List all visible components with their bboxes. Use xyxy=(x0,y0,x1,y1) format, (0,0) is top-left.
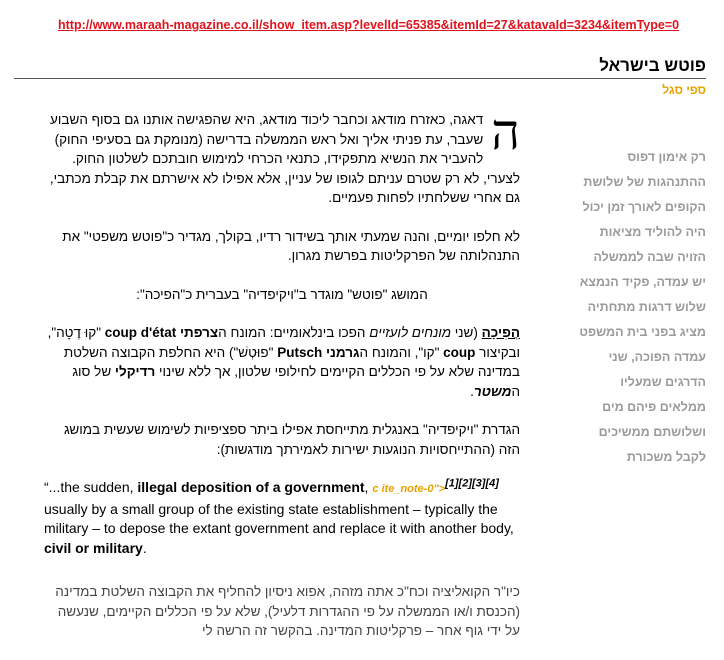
pull-quote-line: שלוש דרגות מתחתיה xyxy=(587,300,706,314)
article-paragraph-2: לא חלפו יומיים, והנה שמעתי אותך בשידור רדיו, בקולך, מגדיר כ"פוטש משפטי" את התנהלותה של הפרקליטות בפרשת מגרון. xyxy=(62,228,520,263)
pull-quote-line: היה להוליד מציאות xyxy=(599,225,706,239)
def-foreign-term: Putsch xyxy=(277,344,323,360)
def-italic: מונחים לועזיים xyxy=(369,325,452,340)
def-bold-italic: משטר xyxy=(473,383,512,399)
def-text: "פוּטְשׁ") היא החלפת הקבוצה השלטת במדינה שלא על פי הכללים הקיימים לחילופי שלטון, אך ללא שינוי xyxy=(63,344,520,379)
def-foreign-term: coup d'état xyxy=(104,325,177,340)
def-text: של סוג ה xyxy=(72,364,520,399)
def-bold: רדיקלי xyxy=(114,364,156,379)
quote-bold: civil or military xyxy=(44,539,143,556)
drop-cap: ה xyxy=(491,104,520,160)
pull-quote-line: רק אימון דפוס xyxy=(627,150,706,164)
pull-quote-line: הדרגים שמעליו xyxy=(620,375,706,389)
pull-quote-line: הזויה שבה לממשלה xyxy=(593,250,706,264)
quote-text: , xyxy=(364,479,373,495)
english-quote xyxy=(44,478,520,558)
cite-note-artifact: c ite_note-0"> xyxy=(372,483,446,495)
def-foreign-term: coup xyxy=(443,344,476,360)
author-link[interactable]: ספי סגל xyxy=(662,83,706,97)
pull-quote-sidebar xyxy=(546,149,706,474)
definition-term: הֲפִיכָה xyxy=(481,325,520,340)
paragraph-text: דאגה, כאזרח מודאג וכחבר ליכוד מודאג, היא שהפגישה אותנו גם בסוף השבוע שעבר, עת פניתי אליך ואל ראש הממשלה בדרישה (מנומקת גם בסעיפי החוק) להעביר את הנשיא מתפקידו, כתנאי הכרחי למימוש חובתכם לשלטון החוק. לצערי, לא רק שטרם עניתם לגופו של עניין, אלא אפילו לא אישרתם את קבלת מכתבי, גם אחרי ששלחתיו לפחות פעמיים. xyxy=(49,112,520,205)
def-text: הפכו בינלאומיים: המונח ה xyxy=(218,325,370,340)
def-text: "קוּ דֶטָה", ובקיצור xyxy=(47,325,520,360)
pull-quote-line: ושלושתם ממשיכים xyxy=(598,425,706,439)
article-url-link[interactable]: http://www.maraah-magazine.co.il/show_item.asp?levelId=65385&itemId=27&katavaId=3234&itemType=0 xyxy=(58,18,680,32)
article-paragraph-3: המושג "פוטש" מוגדר ב"ויקיפדיה" בעברית כ"הפיכה": xyxy=(136,286,428,302)
def-text: (שני xyxy=(451,325,482,340)
quote-bold: illegal deposition of a government xyxy=(137,479,365,495)
definition-paragraph xyxy=(44,323,520,401)
article-paragraph-1 xyxy=(44,104,520,208)
article-paragraph-5: הגדרת "ויקיפדיה" באנגלית מתייחסת אפילו ביתר ספציפיות לשימוש שעשית במושג הזה (ההתייחסויות הנוגעות ישירות לאמירתך מודגשות): xyxy=(63,422,520,457)
pull-quote-line: מציג בפני בית המשפט xyxy=(579,325,706,339)
pull-quote-line: הקופים לאורך זמן יכול xyxy=(582,200,706,214)
reference-links[interactable]: [1][2][3][4] xyxy=(445,477,499,490)
pull-quote-line: ההתנהגות של שלושת xyxy=(583,175,706,189)
quote-text: . xyxy=(142,539,147,556)
quote-text: usually by a small group of the existing state establishment – typically the military – to depose the extant government and replace it with another body, xyxy=(44,500,514,536)
quote-text: “...the sudden, xyxy=(44,479,138,495)
pull-quote-line: ממלאים פיהם מים xyxy=(602,400,706,414)
pull-quote-line: לקבל משכורת xyxy=(626,450,706,464)
page-title: פוטש בישראל xyxy=(599,56,706,75)
def-bold: גרמני xyxy=(325,344,360,360)
pull-quote-line: עמדה הפוכה, שני xyxy=(608,350,706,364)
title-divider xyxy=(14,78,706,79)
article-paragraph-6: כיו"ר הקואליציה וכח"כ אתה מזהה, אפוא ניסיון להחליף את הקבוצה השלטת במדינה (הכנסת ו/או הממשלה על פי ההגדרות דלעיל), שלא על פי הכללים הקיימים, שנעשה על ידי גוף אחר – פרקליטות המדינה. בהקשר זה הרשה לי xyxy=(55,584,520,638)
def-text: "קו", והמונח ה xyxy=(359,344,444,360)
def-bold: צרפתי xyxy=(179,325,219,340)
article-body xyxy=(44,104,520,660)
pull-quote-line: יש עמדה, פקיד הנמצא xyxy=(579,275,706,289)
def-text: . xyxy=(470,383,474,399)
